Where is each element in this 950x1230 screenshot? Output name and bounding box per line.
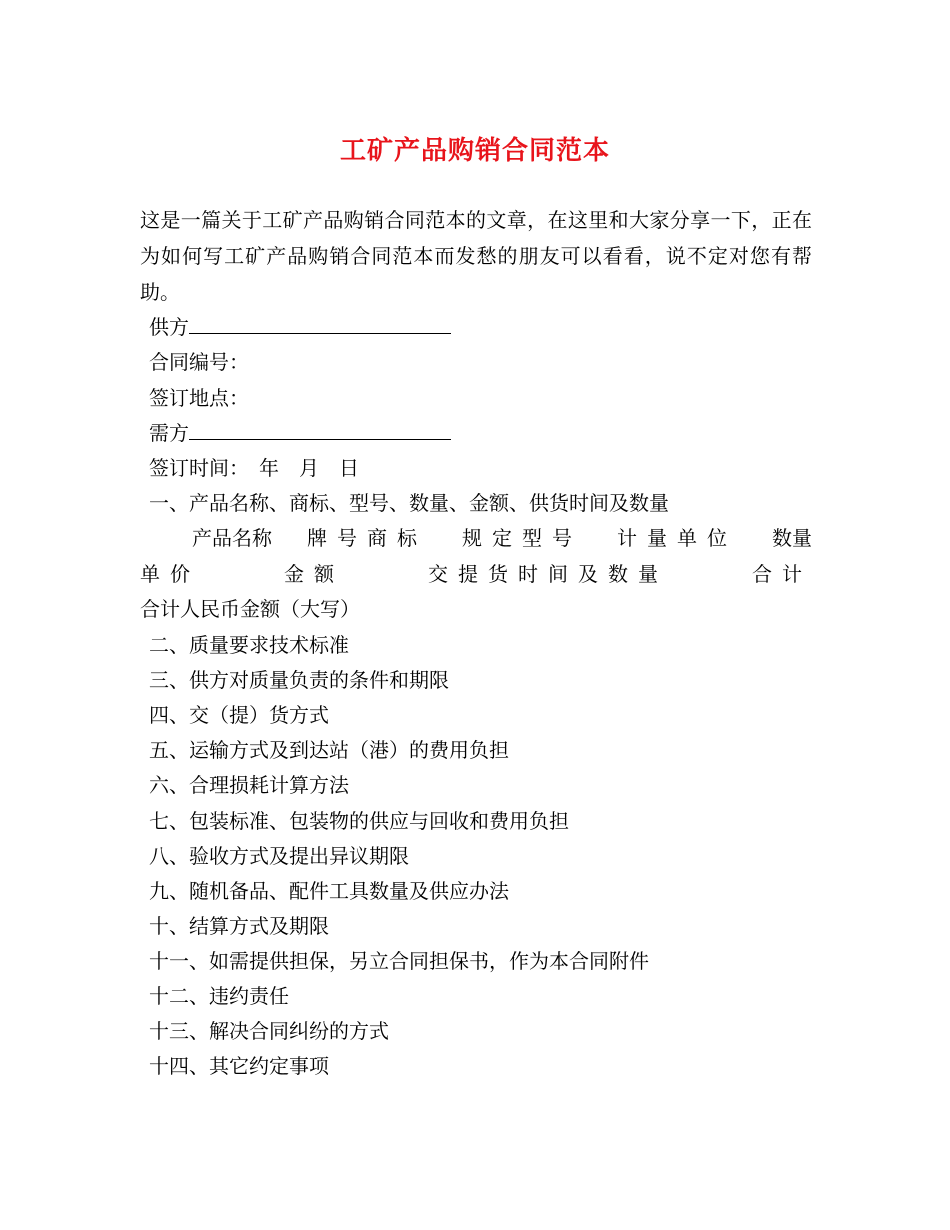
col-amount: 金额 [284, 562, 344, 586]
section-item: 五、运输方式及到达站（港）的费用负担 [149, 738, 509, 762]
section-item: 八、验收方式及提出异议期限 [149, 844, 409, 868]
intro-paragraph: 这是一篇关于工矿产品购销合同范本的文章，在这里和大家分享一下，正在为如何写工矿产品购销合同范本而发愁的朋友可以看看，说不定对您有帮助。 [140, 208, 812, 304]
supplier-blank [189, 313, 451, 334]
col-quantity: 数量 [772, 526, 812, 550]
section-item: 十一、如需提供担保，另立合同担保书，作为本合同附件 [149, 949, 649, 973]
col-unit: 计量单位 [617, 526, 737, 550]
section-item: 四、交（提）货方式 [149, 703, 329, 727]
buyer-blank [189, 419, 451, 440]
section-1-heading: 一、产品名称、商标、型号、数量、金额、供货时间及数量 [149, 491, 669, 515]
col-model: 规定型号 [462, 526, 582, 550]
section-item: 十三、解决合同纠纷的方式 [149, 1019, 389, 1043]
sign-time-field: 签订时间： 年 月 日 [149, 456, 359, 480]
sign-place-field: 签订地点： [149, 386, 249, 410]
col-unit-price: 单价 [140, 562, 200, 586]
col-brand: 牌号商标 [307, 526, 427, 550]
total-rmb-line: 合计人民币金额（大写） [140, 597, 360, 621]
section-item: 十、结算方式及期限 [149, 914, 329, 938]
table-header-row-1 [140, 524, 812, 552]
table-header-row-2 [140, 560, 812, 588]
section-item: 三、供方对质量负责的条件和期限 [149, 668, 449, 692]
section-item: 七、包装标准、包装物的供应与回收和费用负担 [149, 809, 569, 833]
supplier-label: 供方 [149, 315, 189, 339]
supplier-field [149, 313, 451, 341]
section-item: 六、合理损耗计算方法 [149, 773, 349, 797]
document-title: 工矿产品购销合同范本 [339, 136, 610, 166]
buyer-label: 需方 [149, 421, 189, 445]
buyer-field [149, 419, 451, 447]
col-product-name: 产品名称 [192, 526, 272, 550]
section-item: 十二、违约责任 [149, 984, 289, 1008]
section-item: 十四、其它约定事项 [149, 1054, 329, 1078]
contract-no-field: 合同编号： [149, 350, 249, 374]
col-total: 合计 [752, 562, 812, 586]
section-item: 二、质量要求技术标准 [149, 633, 349, 657]
col-delivery: 交提货时间及数量 [428, 562, 668, 586]
section-item: 九、随机备品、配件工具数量及供应办法 [149, 879, 509, 903]
